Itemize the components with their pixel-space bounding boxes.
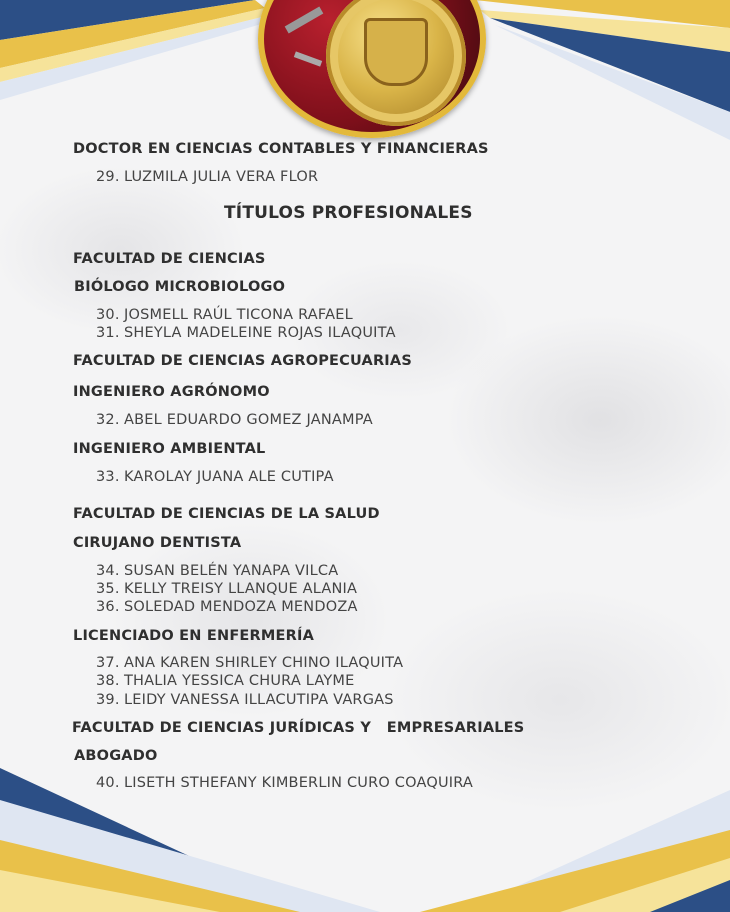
list-item: 36. SOLEDAD MENDOZA MENDOZA [96, 599, 358, 615]
degree-heading: LICENCIADO EN ENFERMERÍA [73, 628, 315, 644]
list-item: 30. JOSMELL RAÚL TICONA RAFAEL [96, 307, 353, 323]
list-item: 39. LEIDY VANESSA ILLACUTIPA VARGAS [96, 692, 394, 708]
faculty-heading: FACULTAD DE CIENCIAS AGROPECUARIAS [73, 353, 412, 369]
list-item: 32. ABEL EDUARDO GOMEZ JANAMPA [96, 412, 373, 428]
list-item: 34. SUSAN BELÉN YANAPA VILCA [96, 563, 339, 579]
list-item: 38. THALIA YESSICA CHURA LAYME [96, 673, 355, 689]
degree-heading: CIRUJANO DENTISTA [73, 535, 242, 551]
heading-doctor: DOCTOR EN CIENCIAS CONTABLES Y FINANCIERAS [73, 141, 489, 157]
section-title: TÍTULOS PROFESIONALES [224, 203, 473, 223]
degree-heading: ABOGADO [74, 748, 158, 764]
list-item: 31. SHEYLA MADELEINE ROJAS ILAQUITA [96, 325, 396, 341]
faculty-heading: FACULTAD DE CIENCIAS DE LA SALUD [73, 506, 380, 522]
degree-heading: BIÓLOGO MICROBIOLOGO [74, 279, 286, 295]
list-item: 29. LUZMILA JULIA VERA FLOR [96, 169, 319, 185]
list-item: 37. ANA KAREN SHIRLEY CHINO ILAQUITA [96, 655, 404, 671]
list-item: 35. KELLY TREISY LLANQUE ALANIA [96, 581, 358, 597]
degree-heading: INGENIERO AGRÓNOMO [73, 384, 270, 400]
faculty-heading: FACULTAD DE CIENCIAS JURÍDICAS Y EMPRESARIALES [72, 720, 525, 736]
faculty-heading: FACULTAD DE CIENCIAS [73, 251, 266, 267]
list-item: 33. KAROLAY JUANA ALE CUTIPA [96, 469, 334, 485]
list-item: 40. LISETH STHEFANY KIMBERLIN CURO COAQUIRA [96, 775, 474, 791]
degree-heading: INGENIERO AMBIENTAL [73, 441, 266, 457]
